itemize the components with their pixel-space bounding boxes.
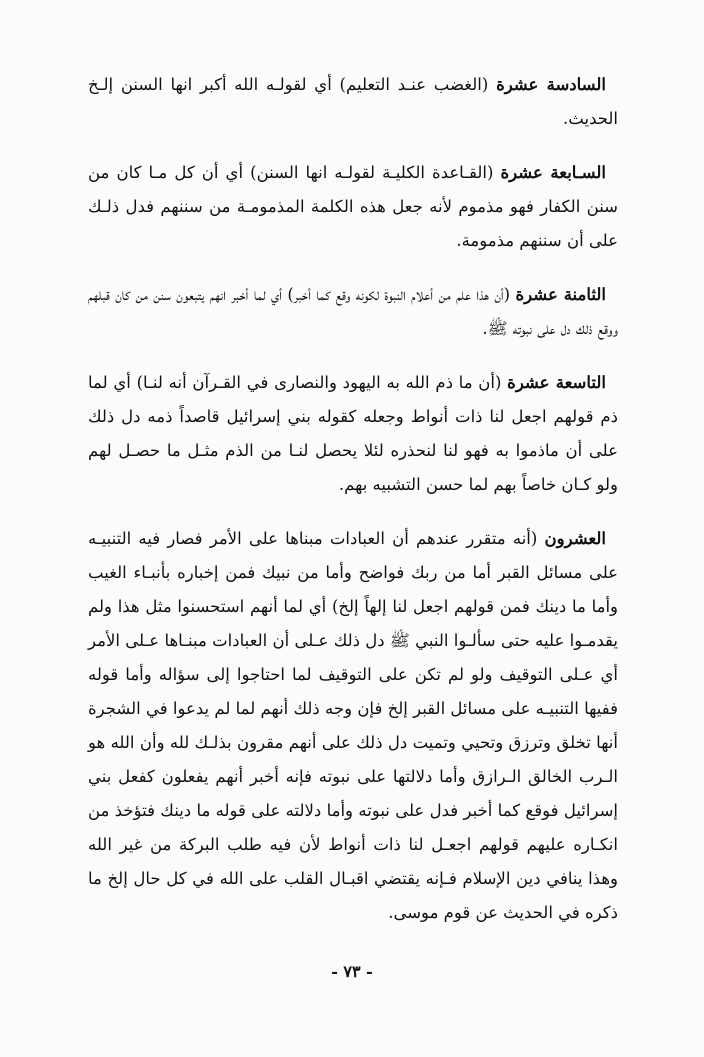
page-number: - ٧٣ - <box>331 962 373 981</box>
paragraph-text: (أنه متقرر عندهم أن العبادات مبناها على الأمر فصار فيه التنبيـه على مسائل القبر أما من ربك فواضح وأما من نبيك فمن إخباره بأنبـاء الغيب وأما ما دينك فمن قولهم اجعل لنا إلهاً إلخ) أي لما أنهم استحسنوا مثل هذا ولم يقدمـوا عليه حتى سألـوا النبي ﷺ دل ذلك عـلى أن العبادات مبنـاها عـلى الأمر أي عـلى التوقيف ولو لم تكن على التوقيف لما احتاجوا إلى سؤاله وأما قوله ففيها التنبيـه على مسائل القبر إلخ فإن وجه ذلك أنهم لما لم يدعوا في الشجرة أنها تخلق وترزق وتحيي وتميت دل ذلك على أنهم مقرون بذلـك لله وأن الله هو الـرب الخالق الـرازق وأما دلالتها على نبوته فإنه أخبر أنهم يفعلون كفعل بني إسرائيل فوقع كما أخبر فدل على نبوته وأما دلالته على قوله ما دينك فتؤخذ من انكـاره عليهم قولهم اجعـل لنا ذات أنواط لأن فيه طلب البركة من غير الله وهذا ينافي دين الإسلام فـإنه يقتضي اقبـال القلب على الله في كل حال إلخ ما ذكره في الحديث عن قوم موسى. <box>88 529 618 922</box>
paragraph-18 <box>88 278 618 346</box>
paragraph-19 <box>88 366 618 502</box>
paragraph-20 <box>88 522 618 930</box>
paragraph-heading: السادسة عشرة <box>496 75 607 94</box>
paragraph-16 <box>88 68 618 136</box>
paragraph-text: (الغضب عنـد التعليم) أي لقولـه الله أكبر انها السنن إلـخ الحديث. <box>88 75 618 128</box>
paragraph-heading: العشرون <box>544 529 606 548</box>
paragraph-text: (القـاعدة الكليـة لقولـه انها السنن) أي أن كل مـا كان من سنن الكفار فهو مذموم لأنه جعل هذه الكلمة المذمومـة من سننهم فدل ذلـك على أن سننهم مذمومة. <box>88 163 618 250</box>
paragraph-text: (أن هذا علم من أعلام النبوة لكونه وقع كما أخبر) أي لما أخبر انهم يتبعون سنن من كان قبلهم ووقع ذلك دل على نبوته ﷺ. <box>88 285 618 338</box>
paragraph-text: (أن ما ذم الله به اليهود والنصارى في القـرآن أنه لنـا) أي لما ذم قولهم اجعل لنا ذات أنواط وجعله كقوله بني إسرائيل قاصداً ذمه دل ذلك على أن ماذموا به فهو لنا لنحذره لئلا يحصل لنـا من الذم مثـل ما حصـل لهم ولو كـان خاصاً بهم لما حسن التشبيه بهم. <box>88 373 618 494</box>
page-body <box>88 68 618 950</box>
paragraph-heading: السـابعة عشرة <box>500 163 606 182</box>
paragraph-heading: الثامنة عشرة <box>515 285 606 304</box>
paragraph-17 <box>88 156 618 258</box>
paragraph-heading: التاسعة عشرة <box>507 373 606 392</box>
